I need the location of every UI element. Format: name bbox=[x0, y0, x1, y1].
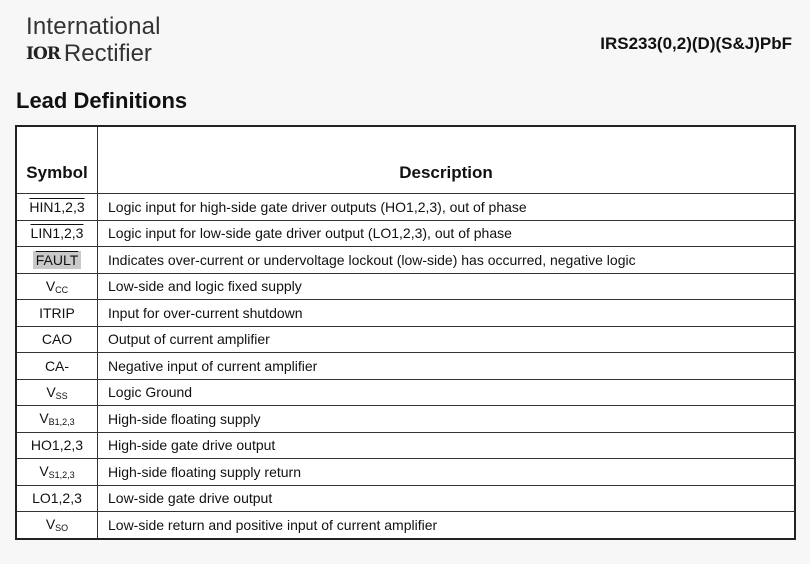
table-row bbox=[16, 512, 795, 539]
symbol-cell bbox=[16, 512, 98, 539]
lead-definitions-table bbox=[15, 125, 796, 540]
symbol-cell bbox=[16, 194, 98, 221]
symbol-cell bbox=[16, 485, 98, 512]
description-cell: Negative input of current amplifier bbox=[98, 353, 796, 380]
table-row bbox=[16, 459, 795, 486]
description-cell: High-side floating supply return bbox=[98, 459, 796, 486]
symbol-cell bbox=[16, 406, 98, 433]
description-cell: Input for over-current shutdown bbox=[98, 300, 796, 327]
symbol-cell bbox=[16, 459, 98, 486]
symbol-cell bbox=[16, 220, 98, 247]
company-logo bbox=[26, 14, 161, 68]
symbol-text: V bbox=[45, 516, 56, 533]
symbol-column-header: Symbol bbox=[16, 126, 98, 194]
description-column-header: Description bbox=[98, 126, 796, 194]
symbol-cell bbox=[16, 326, 98, 353]
description-cell: Low-side gate drive output bbox=[98, 485, 796, 512]
symbol-subscript: CC bbox=[55, 284, 69, 295]
description-cell: Low-side return and positive input of current amplifier bbox=[98, 512, 796, 539]
logo-rectifier-text: Rectifier bbox=[63, 40, 152, 67]
symbol-text: V bbox=[39, 463, 49, 480]
table-row bbox=[16, 485, 795, 512]
description-cell: Indicates over-current or undervoltage lockout (low-side) has occurred, negative logic bbox=[98, 247, 796, 274]
symbol-text: LO1,2,3 bbox=[32, 490, 82, 507]
description-cell: High-side gate drive output bbox=[98, 432, 796, 459]
symbol-cell bbox=[16, 432, 98, 459]
symbol-text: CA- bbox=[44, 357, 70, 374]
symbol-text: FAULT bbox=[33, 251, 82, 269]
symbol-cell bbox=[16, 273, 98, 300]
symbol-text: V bbox=[45, 277, 56, 294]
table-header-row bbox=[16, 126, 795, 194]
symbol-text: HO1,2,3 bbox=[30, 437, 84, 454]
symbol-subscript: SS bbox=[55, 390, 68, 401]
logo-rectifier-line bbox=[26, 40, 161, 68]
symbol-cell bbox=[16, 353, 98, 380]
symbol-text: HIN1,2,3 bbox=[29, 198, 85, 215]
symbol-text: V bbox=[46, 383, 56, 400]
table-row bbox=[16, 273, 795, 300]
section-title: Lead Definitions bbox=[16, 88, 188, 113]
description-cell: Low-side and logic fixed supply bbox=[98, 273, 796, 300]
symbol-cell bbox=[16, 247, 98, 274]
table-row bbox=[16, 247, 795, 274]
symbol-text: ITRIP bbox=[39, 304, 75, 321]
description-cell: Logic Ground bbox=[98, 379, 796, 406]
symbol-cell bbox=[16, 300, 98, 327]
symbol-text: CAO bbox=[41, 331, 73, 348]
symbol-text: V bbox=[39, 410, 49, 427]
ior-logo-mark: IOR bbox=[26, 44, 60, 64]
table-row bbox=[16, 432, 795, 459]
table-row bbox=[16, 379, 795, 406]
description-cell: Output of current amplifier bbox=[98, 326, 796, 353]
table-row bbox=[16, 353, 795, 380]
table-row bbox=[16, 194, 795, 221]
table-row bbox=[16, 220, 795, 247]
description-cell: Logic input for high-side gate driver outputs (HO1,2,3), out of phase bbox=[98, 194, 796, 221]
symbol-subscript: S1,2,3 bbox=[48, 470, 75, 481]
symbol-text: LIN1,2,3 bbox=[30, 225, 84, 242]
table-row bbox=[16, 406, 795, 433]
table-row bbox=[16, 300, 795, 327]
symbol-subscript: B1,2,3 bbox=[48, 417, 75, 428]
symbol-subscript: SO bbox=[55, 523, 69, 534]
description-cell: High-side floating supply bbox=[98, 406, 796, 433]
logo-international-text: International bbox=[26, 13, 161, 40]
part-number: IRS233(0,2)(D)(S&J)PbF bbox=[600, 34, 792, 53]
table-row bbox=[16, 326, 795, 353]
symbol-cell bbox=[16, 379, 98, 406]
description-cell: Logic input for low-side gate driver output (LO1,2,3), out of phase bbox=[98, 220, 796, 247]
